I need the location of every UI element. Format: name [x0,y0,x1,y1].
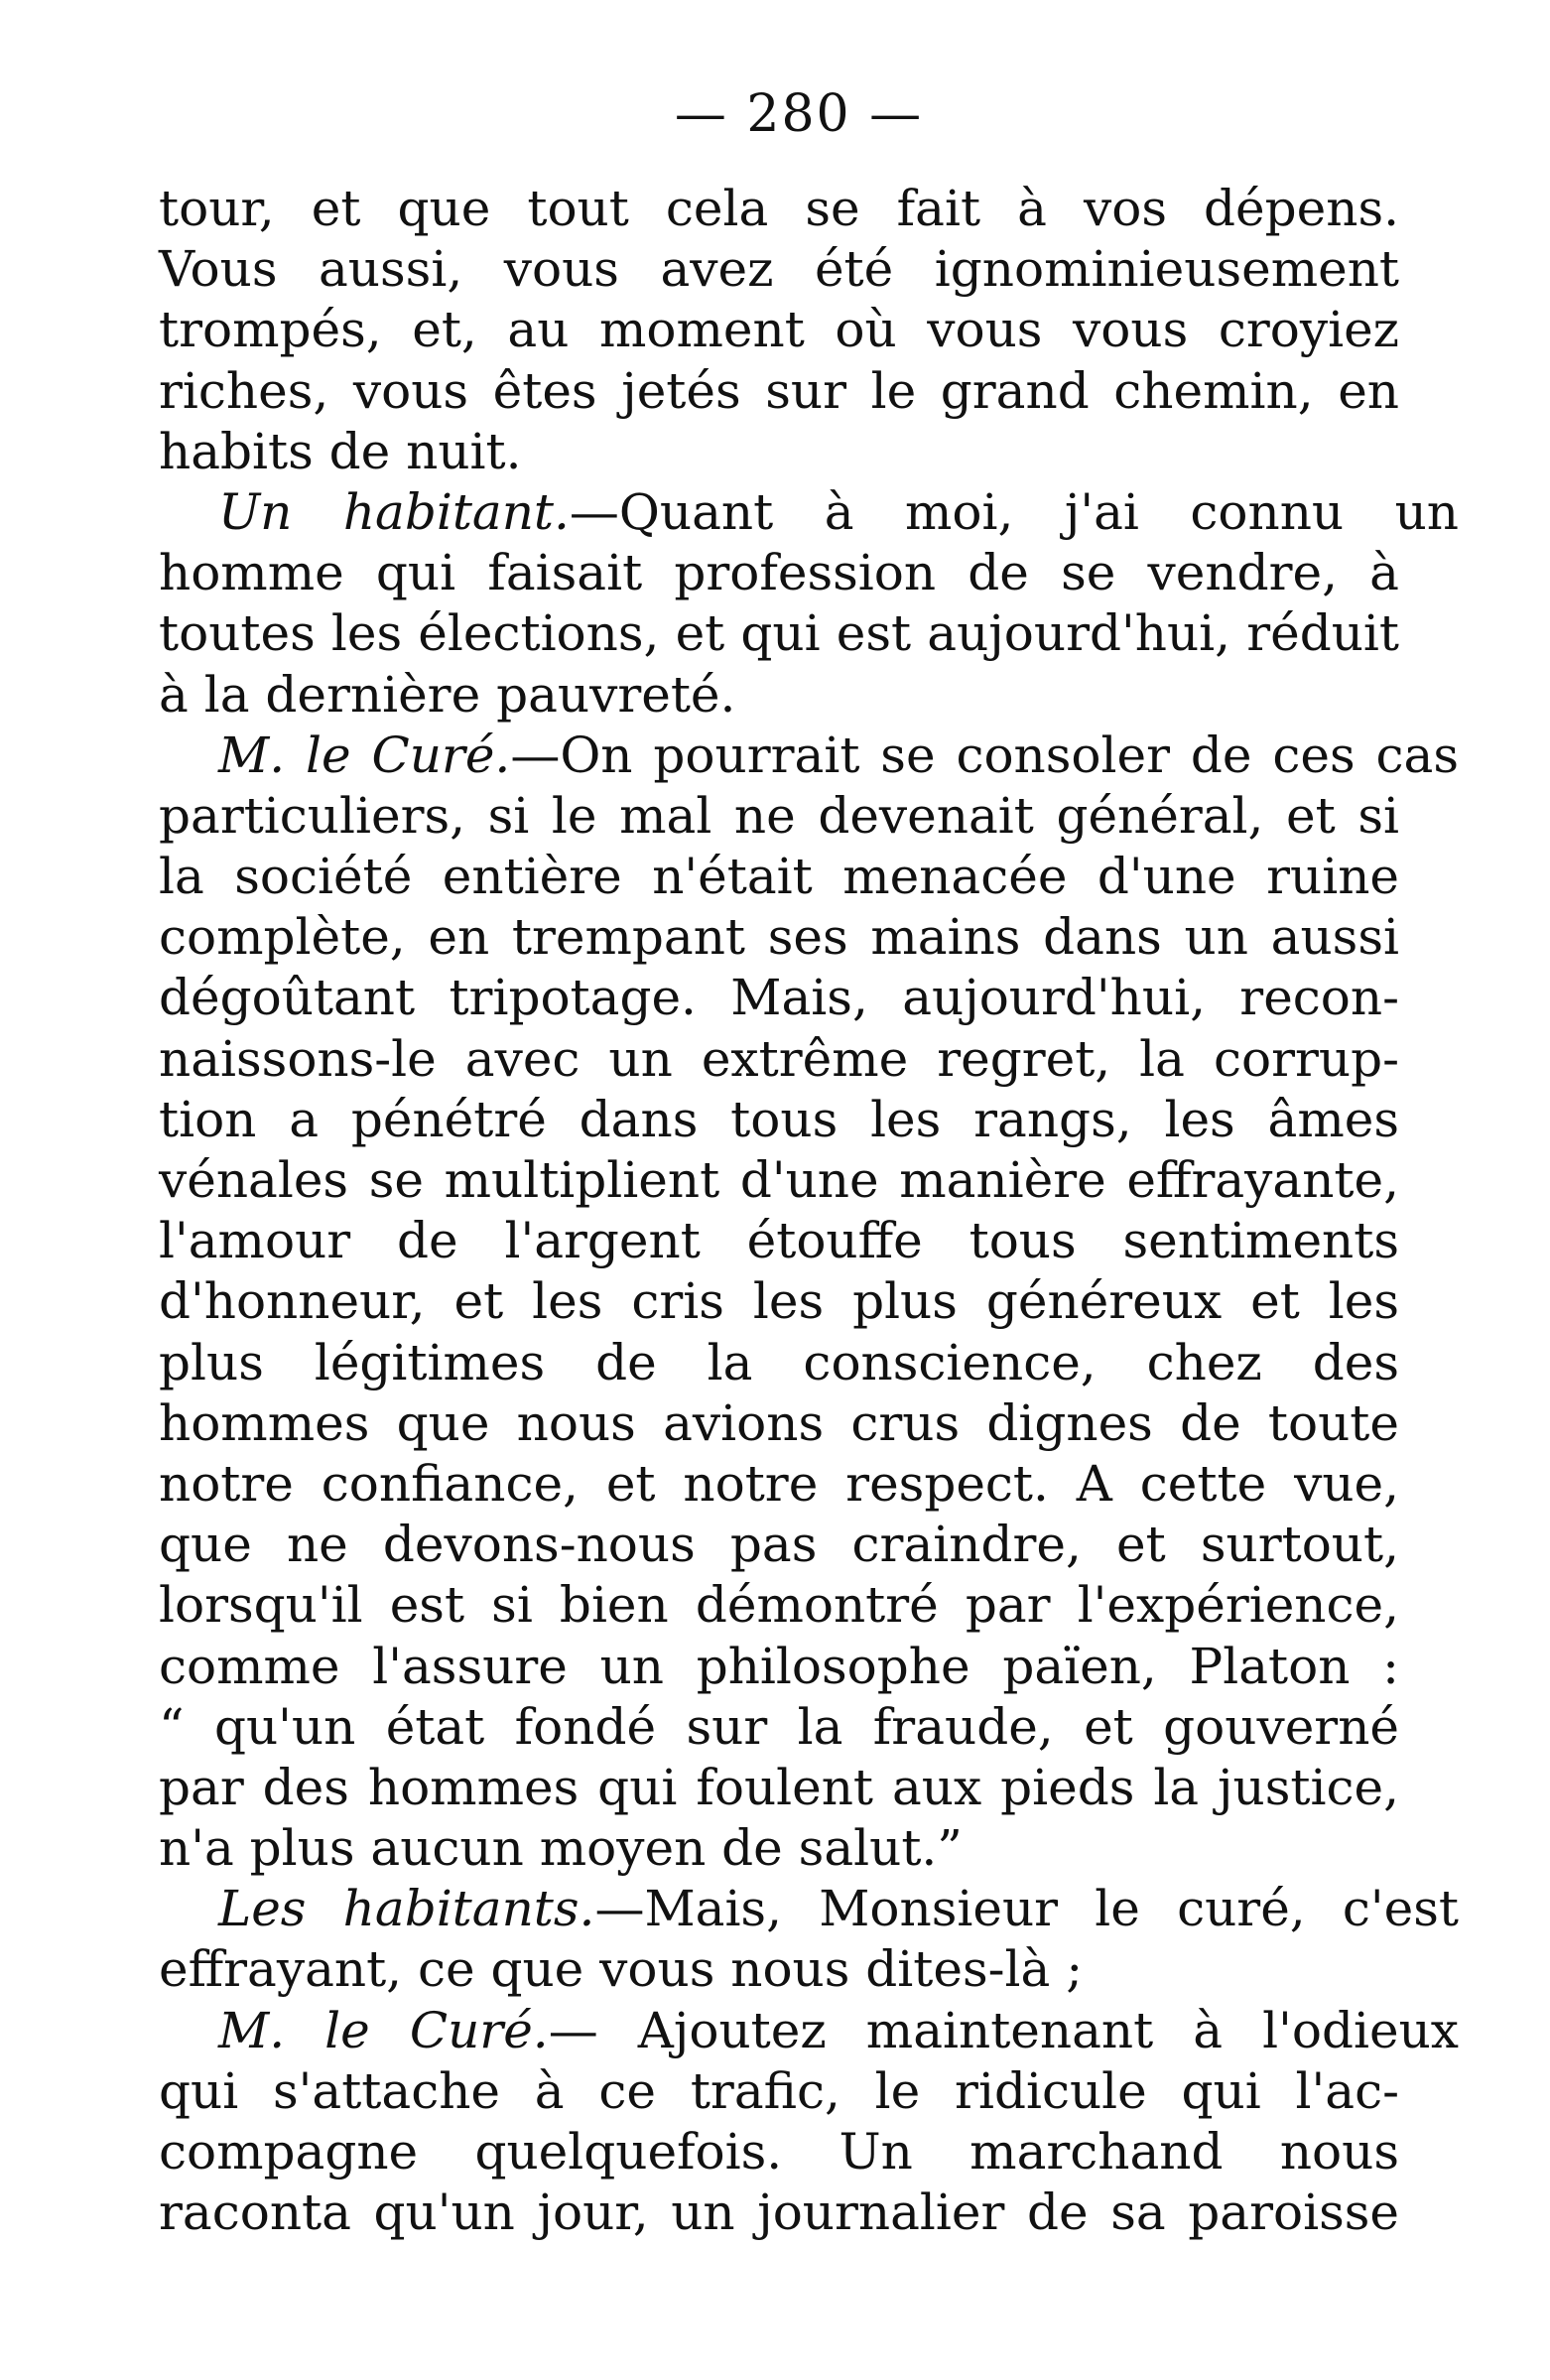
text-line [159,2001,1459,2061]
speaker-name: Un habitant. [218,482,570,541]
text-line: riches, vous êtes jetés sur le grand chemin, en [159,361,1399,420]
text-line: complète, en trempant ses mains dans un aussi [159,908,1399,967]
text-line: raconta qu'un jour, un journalier de sa paroisse [159,2183,1399,2242]
paragraph [159,179,1399,482]
text-line: dégoûtant tripotage. Mais, aujourd'hui, recon- [159,969,1399,1027]
text-line [159,482,1459,543]
text-line: d'honneur, et les cris les plus généreux et les [159,1272,1399,1331]
paragraph [159,726,1459,1880]
body-text [159,179,1459,2243]
text-line-content: —Mais, Monsieur le curé, c'est [594,1880,1459,1938]
text-line: qui s'attache à ce trafic, le ridicule qui l'ac- [159,2061,1399,2120]
text-line: “ qu'un état fondé sur la fraude, et gouverné [159,1697,1399,1756]
text-line [159,726,1459,786]
speaker-name: Les habitants. [218,1880,595,1938]
text-line: lorsqu'il est si bien démontré par l'expérience, [159,1576,1399,1635]
text-line: naissons-le avec un extrême regret, la corrup- [159,1029,1399,1088]
text-line: homme qui faisait profession de se vendre, à [159,544,1399,602]
paragraph [159,1879,1459,2000]
text-line: trompés, et, au moment où vous vous croyiez [159,301,1399,359]
text-line: tour, et que tout cela se fait à vos dépens. [159,180,1399,237]
text-line: habits de nuit. [159,422,522,480]
paragraph [159,2001,1459,2244]
text-line-content: — Ajoutez maintenant à l'odieux [548,2001,1459,2059]
text-line: plus légitimes de la conscience, chez des [159,1333,1399,1391]
text-line: à la dernière pauvreté. [159,665,736,724]
text-line: Vous aussi, vous avez été ignominieusement [159,240,1399,299]
text-line: notre confiance, et notre respect. A cette vue, [159,1454,1399,1513]
text-line: effrayant, ce que vous nous dites-là ; [159,1940,1084,1999]
text-line: hommes que nous avions crus dignes de toute [159,1393,1399,1452]
text-line: tion a pénétré dans tous les rangs, les âmes [159,1090,1399,1148]
text-line: particuliers, si le mal ne devenait général, et si [159,786,1399,845]
book-page [159,79,1459,2243]
text-line-content: —Quant à moi, j'ai connu un [569,482,1459,541]
page-number: — 280 — [674,84,924,144]
text-line: vénales se multiplient d'une manière effrayante, [159,1151,1399,1209]
text-line: n'a plus aucun moyen de salut.” [159,1819,963,1878]
text-line: comme l'assure un philosophe païen, Platon : [159,1637,1399,1695]
text-line: que ne devons-nous pas craindre, et surtout, [159,1516,1399,1574]
speaker-name: M. le Curé. [218,726,511,784]
speaker-name: M. le Curé. [218,2001,549,2059]
text-line: toutes les élections, et qui est aujourd'hui, réduit [159,604,1399,663]
text-line [159,1879,1459,1939]
text-line: l'amour de l'argent étouffe tous sentiments [159,1212,1399,1270]
paragraph [159,482,1459,726]
text-line-content: —On pourrait se consoler de ces cas [510,726,1459,784]
text-line: la société entière n'était menacée d'une ruine [159,848,1399,906]
text-line: par des hommes qui foulent aux pieds la justice, [159,1758,1399,1816]
text-line: compagne quelquefois. Un marchand nous [159,2123,1399,2181]
